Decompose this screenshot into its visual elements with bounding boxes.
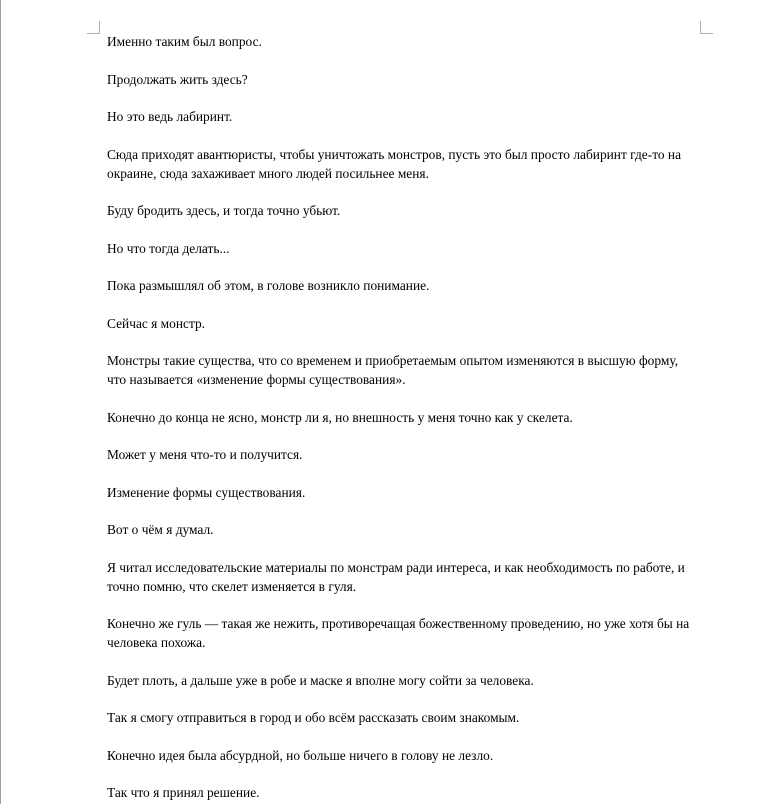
document-body[interactable]: [107, 32, 699, 804]
paragraph[interactable]: Может у меня что-то и получится.: [107, 447, 303, 462]
paragraph[interactable]: Изменение формы существования.: [107, 484, 306, 500]
paragraph[interactable]: Монстры такие существа, что со временем и приобретаемым опытом изменяются в высшую форму, что называется «изменение формы существования».: [107, 353, 679, 387]
paragraph[interactable]: Пока размышлял об этом, в голове возникло понимание.: [107, 278, 430, 293]
paragraph[interactable]: Так что я принял решение.: [107, 785, 260, 800]
page-left-border: [0, 0, 1, 804]
paragraph[interactable]: Конечно идея была абсурдной, но больше ничего в голову не лезло.: [107, 747, 494, 763]
paragraph[interactable]: Будет плоть, а дальше уже в робе и маске я вполне могу сойти за человека.: [107, 672, 534, 688]
paragraph[interactable]: Так я смогу отправиться в город и обо всём рассказать своим знакомым.: [107, 710, 520, 725]
paragraph[interactable]: Конечно же гуль — такая же нежить, противоречащая божественному проведению, но уже хотя бы на человека похожа.: [107, 616, 690, 650]
paragraph[interactable]: Я читал исследовательские материалы по монстрам ради интереса, и как необходимость по работе, и точно помню, что скелет изменяется в гуля.: [107, 559, 685, 594]
margin-corner-mark-left: [87, 21, 100, 34]
paragraph[interactable]: Вот о чём я думал.: [107, 522, 214, 537]
paragraph[interactable]: Продолжать жить здесь?: [107, 71, 248, 87]
paragraph[interactable]: Именно таким был вопрос.: [107, 34, 262, 49]
margin-corner-mark-right: [700, 21, 713, 34]
paragraph[interactable]: Сюда приходят авантюристы, чтобы уничтожать монстров, пусть это был просто лабиринт где-то на окраине, сюда захаживает много людей посильнее меня.: [107, 146, 682, 181]
paragraph[interactable]: Но что тогда делать...: [107, 240, 230, 256]
paragraph[interactable]: Но это ведь лабиринт.: [107, 109, 233, 124]
paragraph[interactable]: Конечно до конца не ясно, монстр ли я, но внешность у меня точно как у скелета.: [107, 409, 573, 425]
paragraph[interactable]: Буду бродить здесь, и тогда точно убьют.: [107, 203, 341, 218]
paragraph[interactable]: Сейчас я монстр.: [107, 315, 206, 331]
